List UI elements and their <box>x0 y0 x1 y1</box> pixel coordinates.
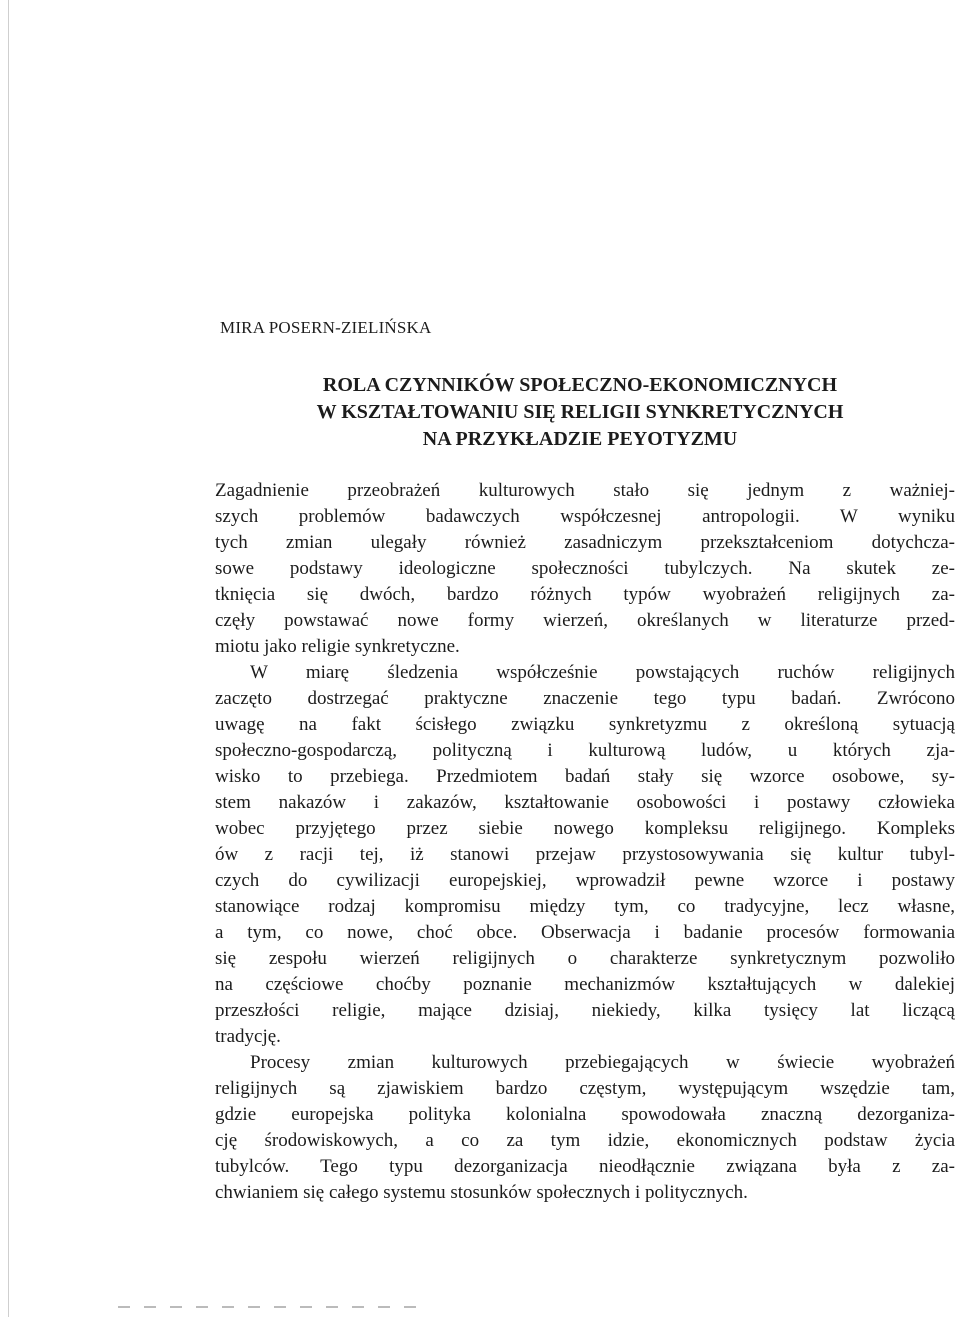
paragraph-line: zaczęto dostrzegać praktyczne znaczenie tego typu badań. Zwrócono <box>215 688 955 709</box>
paragraph-line: częły powstawać nowe formy wierzeń, określanych w literaturze przed- <box>215 610 955 631</box>
paragraph-line: społeczno-gospodarczą, polityczną i kulturową ludów, u których zja- <box>215 740 955 761</box>
title-line: ROLA CZYNNIKÓW SPOŁECZNO-EKONOMICZNYCH <box>322 374 838 396</box>
paragraph-line: się zespołu wierzeń religijnych o charakterze synkretycznym pozwoliło <box>215 948 955 969</box>
paragraph-line: gdzie europejska polityka kolonialna spowodowała znaczną dezorganiza- <box>215 1104 955 1125</box>
paragraph-line: chwianiem się całego systemu stosunków społecznych i politycznych. <box>215 1182 748 1203</box>
paragraph-line: szych problemów badawczych współczesnej antropologii. W wyniku <box>215 506 955 527</box>
scan-artifact-marks <box>118 1306 428 1308</box>
paragraph-line: czych do cywilizacji europejskiej, wprowadził pewne wzorce i postawy <box>215 870 955 891</box>
paragraph-line: wobec przyjętego przez siebie nowego kompleksu religijnego. Kompleks <box>215 818 955 839</box>
title-line: W KSZTAŁTOWANIU SIĘ RELIGII SYNKRETYCZNYCH <box>316 401 844 423</box>
paragraph-line: wisko to przebiega. Przedmiotem badań stały się wzorce osobowe, sy- <box>215 766 955 787</box>
paragraph-line: religijnych są zjawiskiem bardzo częstym, występującym wszędzie tam, <box>215 1078 955 1099</box>
paragraph-line: na częściowe choćby poznanie mechanizmów kształtujących w dalekiej <box>215 974 955 995</box>
paragraph-line: W miarę śledzenia współcześnie powstających ruchów religijnych <box>250 662 955 683</box>
paragraph-line: tknięcia się dwóch, bardzo różnych typów wyobrażeń religijnych za- <box>215 584 955 605</box>
paragraph-line: tradycję. <box>215 1026 281 1047</box>
paragraph-line: przeszłości religie, mające dzisiaj, niekiedy, kilka tysięcy lat liczącą <box>215 1000 955 1021</box>
paragraph-line: uwagę na fakt ścisłego związku synkretyzmu z określoną sytuacją <box>215 714 955 735</box>
paragraph-line: cję środowiskowych, a co za tym idzie, ekonomicznych podstaw życia <box>215 1130 955 1151</box>
paragraph-line: ów z racji tej, iż stanowi przejaw przystosowywania się kultur tubyl- <box>215 844 955 865</box>
paragraph-line: a tym, co nowe, choć obce. Obserwacja i badanie procesów formowania <box>215 922 955 943</box>
author-name: MIRA POSERN-ZIELIŃSKA <box>220 318 432 337</box>
paragraph-line: Zagadnienie przeobrażeń kulturowych stało się jednym z ważniej- <box>215 480 955 501</box>
scan-edge-line <box>8 0 9 1317</box>
paragraph-line: stanowiące rodzaj kompromisu między tym, co tradycyjne, lecz własne, <box>215 896 955 917</box>
paragraph-line: tych zmian ulegały również zasadniczym przekształceniom dotychcza- <box>215 532 955 553</box>
paragraph-line: miotu jako religie synkretyczne. <box>215 636 460 657</box>
paragraph-line: stem nakazów i zakazów, kształtowanie osobowości i postawy człowieka <box>215 792 955 813</box>
article-body <box>215 478 955 1206</box>
article-title <box>200 372 960 453</box>
paragraph-line: Procesy zmian kulturowych przebiegających w świecie wyobrażeń <box>250 1052 955 1073</box>
paragraph-line: tubylców. Tego typu dezorganizacja nieodłącznie związana była z za- <box>215 1156 955 1177</box>
title-line: NA PRZYKŁADZIE PEYOTYZMU <box>422 428 738 450</box>
paragraph-line: sowe podstawy ideologiczne społeczności tubylczych. Na skutek ze- <box>215 558 955 579</box>
